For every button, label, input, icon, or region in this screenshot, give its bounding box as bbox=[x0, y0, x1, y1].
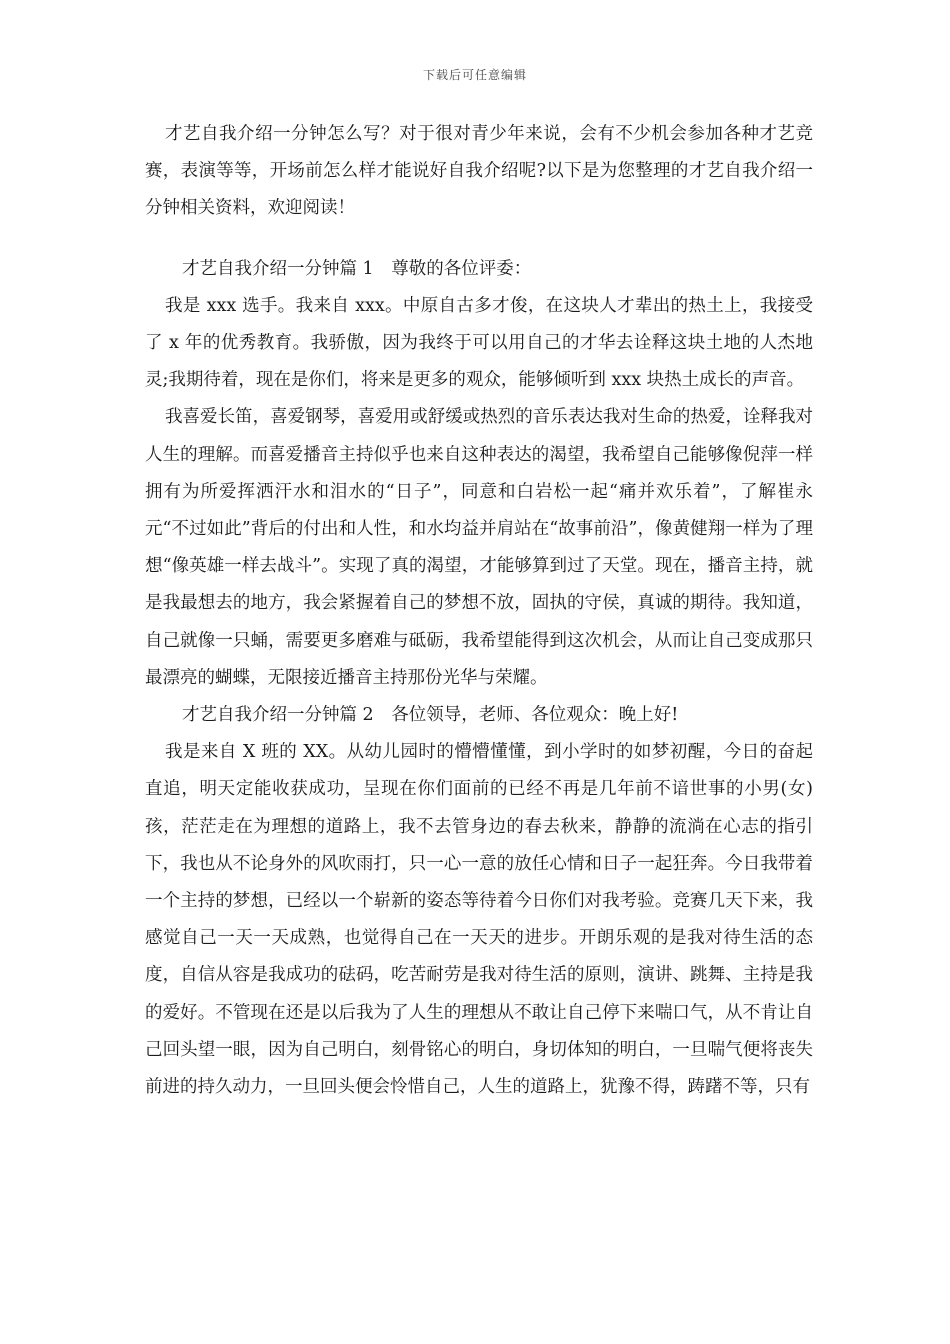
spacer bbox=[145, 228, 813, 251]
document-body bbox=[145, 116, 813, 1106]
section2-heading: 才艺自我介绍一分钟篇 2 各位领导，老师、各位观众：晚上好! bbox=[182, 705, 679, 726]
section2-paragraph-1: 我是来自 X 班的 XX。从幼儿园时的懵懵懂懂，到小学时的如梦初醒，今日的奋起直追，明天定能收获成功，呈现在你们面前的已经不再是几年前不谙世事的小男(女)孩，茫茫走在为理想的道路上，我不去管身边的春去秋来，静静的流淌在心志的指引下，我也从不论身外的风吹雨打，只一心一意的放任心情和日子一起狂奔。今日我带着一个主持的梦想，已经以一个崭新的姿态等待着今日你们对我考验。竞赛几天下来，我感觉自己一天一天成熟，也觉得自己在一天天的进步。开朗乐观的是我对待生活的态度，自信从容是我成功的砝码，吃苦耐劳是我对待生活的原则，演讲、跳舞、主持是我的爱好。不管现在还是以后我为了人生的理想从不敢让自己停下来喘口气，从不肯让自己回头望一眼，因为自己明白，刻骨铭心的明白，身切体知的明白，一旦喘气便将丧失前进的持久动力，一旦回头便会怜惜自己，人生的道路上，犹豫不得，踌躇不等，只有 bbox=[145, 742, 813, 1098]
section1-heading: 才艺自我介绍一分钟篇 1 尊敬的各位评委： bbox=[182, 258, 532, 279]
header-note: 下载后可任意编辑 bbox=[422, 68, 527, 82]
section1-paragraph-1: 我是 xxx 选手。我来自 xxx。中原自古多才俊，在这块人才辈出的热土上，我接受了 x 年的优秀教育。我骄傲，因为我终于可以用自己的才华去诠释这块土地的人杰地灵;我期待着，现在是你们，将来是更多的观众，能够倾听到 xxx 块热土成长的声音。 bbox=[145, 295, 813, 391]
section1-paragraph-2: 我喜爱长笛，喜爱钢琴，喜爱用或舒缓或热烈的音乐表达我对生命的热爱，诠释我对人生的理解。而喜爱播音主持似乎也来自这种表达的渴望，我希望自己能够像倪萍一样拥有为所爱挥洒汗水和泪水的“日子”，同意和白岩松一起“痛并欢乐着”，了解崔永元“不过如此”背后的付出和人性，和水均益并肩站在“故事前沿”，像黄健翔一样为了理想“像英雄一样去战斗”。实现了真的渴望，才能够算到过了天堂。现在，播音主持，就是我最想去的地方，我会紧握着自己的梦想不放，固执的守侯，真诚的期待。我知道，自己就像一只蛹，需要更多磨难与砥砺，我希望能得到这次机会，从而让自己变成那只最漂亮的蝴蝶，无限接近播音主持那份光华与荣耀。 bbox=[145, 407, 813, 688]
intro-paragraph: 才艺自我介绍一分钟怎么写？对于很对青少年来说，会有不少机会参加各种才艺竞赛，表演等等，开场前怎么样才能说好自我介绍呢?以下是为您整理的才艺自我介绍一分钟相关资料，欢迎阅读！ bbox=[145, 124, 813, 219]
